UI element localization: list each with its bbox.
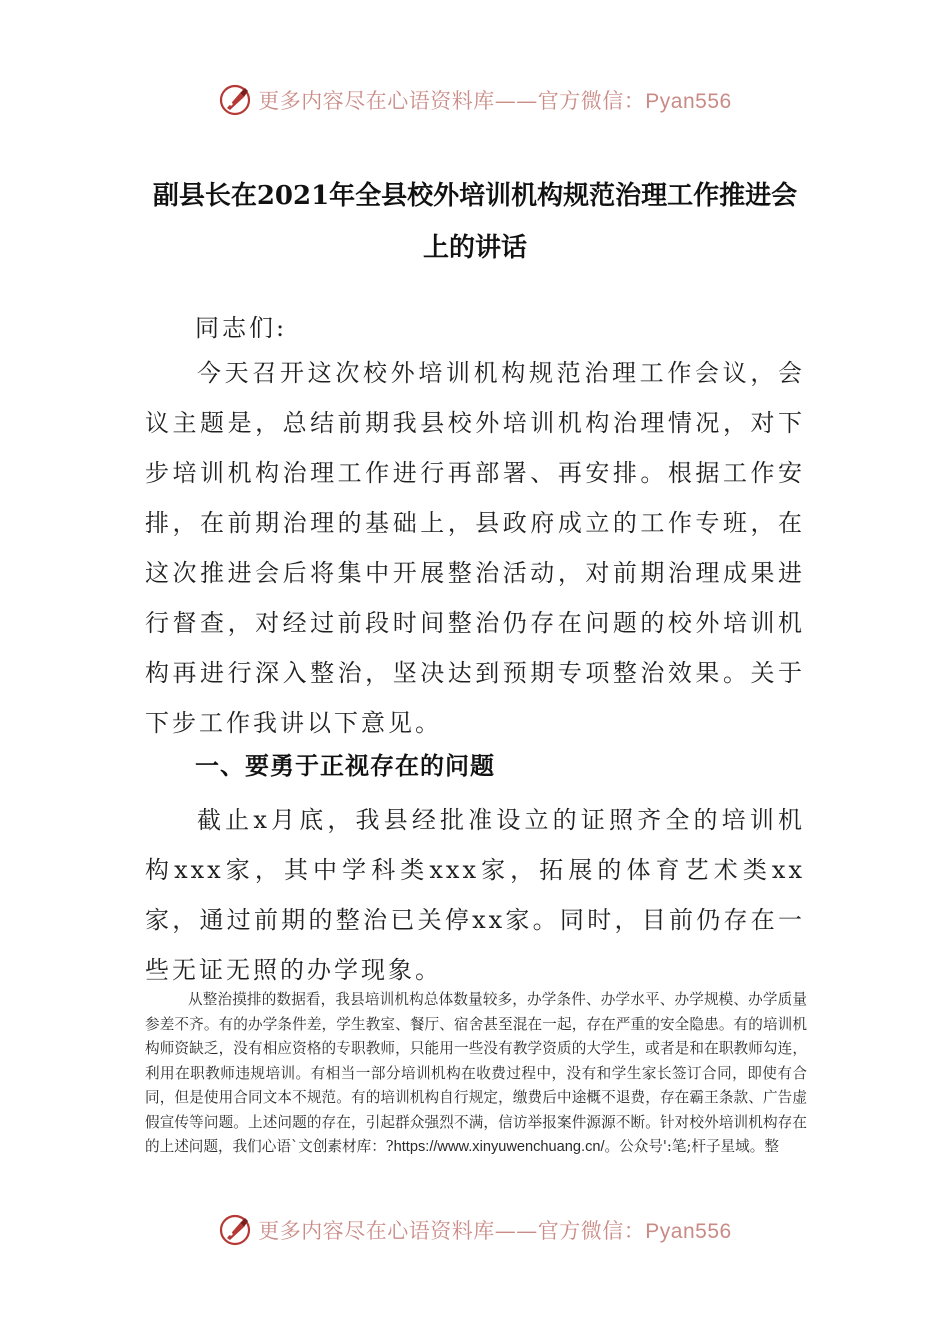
paragraph-problems-main: 从整治摸排的数据看，我县培训机构总体数量较多，办学条件、办学水平、办学规模、办学质量参差不齐。有的办学条件差，学生教室、餐厅、宿舍甚至混在一起，存在严重的安全隐患。有的培训机构师资缺乏，没有相应资格的专职教师，只能用一些没有教学资质的大学生，或者是和在职教师勾连，利用在职教师违规培训。有相当一部分培训机构在收费过程中，没有和学生家长签订合同，即使有合同，但是使用合同文本不规范。有的培训机构自行规定，缴费后中途概不退费，存在霸王条款、广告虚假宣传等问题。上述问题的存在，引起群众强烈不满，信访举报案件源源不断。针对校外培训机构存在的上述问题，我们心语`文创素材库：?	[145, 991, 807, 1155]
section-heading-1: 一、要勇于正视存在的问题	[195, 752, 495, 780]
watermark-wechat-id: Pyan556	[645, 90, 732, 113]
salutation: 同志们:	[195, 314, 288, 342]
watermark-text: 更多内容尽在心语资料库	[258, 89, 495, 113]
pen-nib-logo-icon	[218, 1213, 252, 1247]
paragraph-problems-tail: 。公众号':笔;杆子星域。整	[604, 1138, 779, 1155]
watermark-dash: ——	[494, 1219, 538, 1243]
watermark-banner-top	[0, 80, 950, 120]
watermark-wechat-label: 官方微信：	[537, 1219, 646, 1243]
paragraph-problems-url: https://www.xinyuwenchuang.cn/	[393, 1139, 605, 1155]
paragraph-statistics: 截止x月底，我县经批准设立的证照齐全的培训机构xxx家，其中学科类xxx家，拓展的体育艺术类xx家，通过前期的整治已关停xx家。同时，目前仍存在一些无证无照的办学现象。	[145, 806, 805, 984]
watermark-wechat-label: 官方微信：	[537, 89, 646, 113]
watermark-wechat-id: Pyan556	[645, 1220, 732, 1243]
pen-nib-logo-icon	[218, 83, 252, 117]
paragraph-problems	[145, 988, 807, 1160]
watermark-text: 更多内容尽在心语资料库	[258, 1219, 495, 1243]
watermark-dash: ——	[494, 89, 538, 113]
watermark-banner-bottom	[0, 1210, 950, 1250]
document-title: 副县长在2021年全县校外培训机构规范治理工作推进会上的讲话	[152, 181, 798, 263]
paragraph-intro: 今天召开这次校外培训机构规范治理工作会议，会议主题是，总结前期我县校外培训机构治理情况，对下步培训机构治理工作进行再部署、再安排。根据工作安排，在前期治理的基础上，县政府成立的工作专班，在这次推进会后将集中开展整治活动，对前期治理成果进行督查，对经过前段时间整治仍存在问题的校外培训机构再进行深入整治，坚决达到预期专项整治效果。关于下步工作我讲以下意见。	[145, 359, 805, 737]
